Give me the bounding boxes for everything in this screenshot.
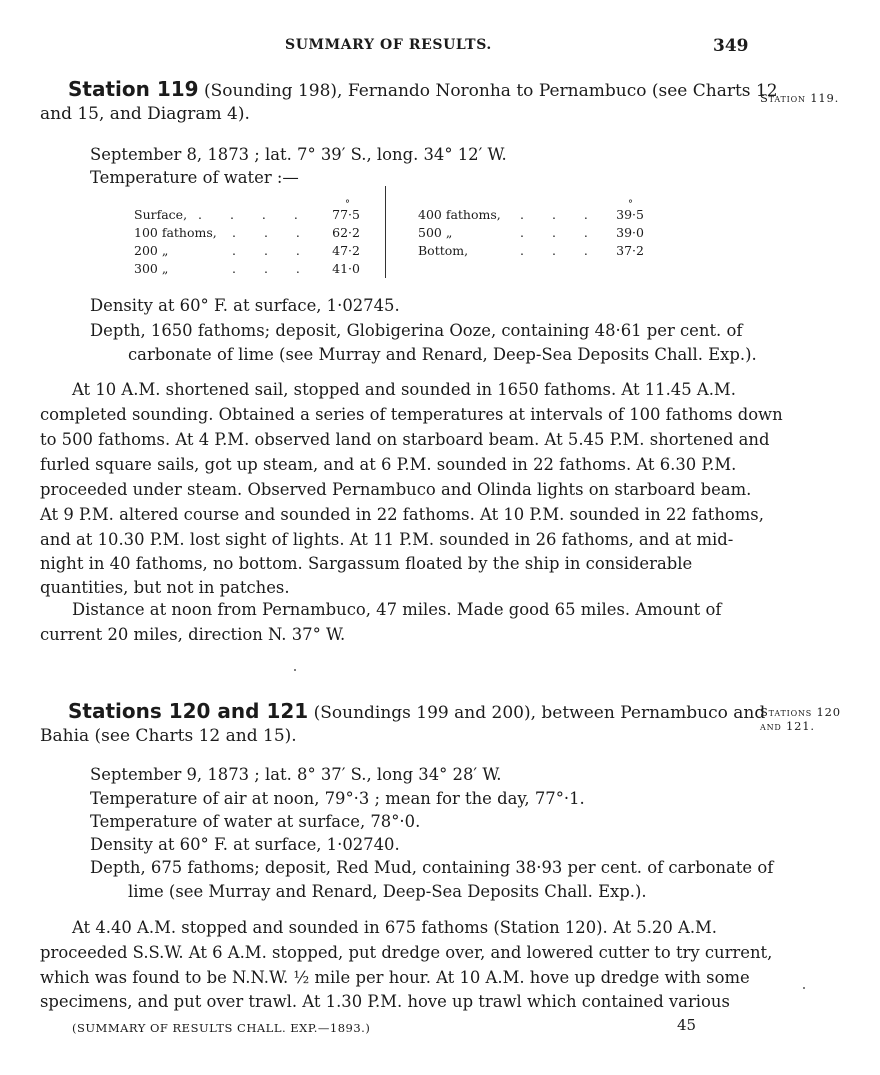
- stations-120-121-depth-line1: Depth, 675 fathoms; deposit, Red Mud, containing 38·93 per cent. of carbonate of: [90, 858, 774, 877]
- station-119-temp-heading: Temperature of water :—: [90, 168, 299, 187]
- document-page: SUMMARY OF RESULTS. 349 Station 119 (Sounding 198), Fernando Noronha to Pernambuco (see Charts 12 and 15, and Diagram 4). Station 119. September 8, 1873 ; lat. 7° 39′ S., long. 34° 12′ W. Temperature of water :— ° ° Surface, . . . . 77·5 100 fathoms, . . . 62·2 200 „ . . . 47·2 300 „ . . . 41·0 400 fathoms, . . . 39·5 500 „ . . . 39·0 Bottom, . . . 37·2 Density at 60° F. at surface, 1·02745. Depth, 1650 fathoms; deposit, Globigerina Ooze, containing 48·61 per cent. of carbonate of lime (see Murray and Renard, Deep-Sea Deposits Chall. Exp.). At 10 A.M. shortened sail, stopped and sounded in 1650 fathoms. At 11.45 A.M. completed sounding. Obtained a series of temperatures at intervals of 100 fathoms down to 500 fathoms. At 4 P.M. observed land on starboard beam. At 5.45 P.M. shortened and furled square sails, got up steam, and at 6 P.M. sounded in 22 fathoms. At 6.30 P.M. proceeded under steam. Observed Pernambuco and Olinda lights on starboard beam. At 9 P.M. altered course and sounded in 22 fathoms. At 10 P.M. sounded in 22 fathoms, and at 10.30 P.M. lost sight of lights. At 11 P.M. sounded in 26 fathoms, and at mid- night in 40 fathoms, no bottom. Sargassum floated by the ship in considerable quantities, but not in patches. Distance at noon from Pernambuco, 47 miles. Made good 65 miles. Amount of current 20 miles, direction N. 37° W. Stations 120 and 121 (Soundings 199 and 200), between Pernambuco and Bahia (see Charts 12 and 15). Stations 120 and 121. September 9, 1873 ; lat. 8° 37′ S., long 34° 28′ W. Temperature of air at noon, 79°·3 ; mean for the day, 77°·1. Temperature of water at surface, 78°·0. Density at 60° F. at surface, 1·02740. Depth, 675 fathoms; deposit, Red Mud, containing 38·93 per cent. of carbonate of lime (see Murray and Renard, Deep-Sea Deposits Chall. Exp.). At 4.40 A.M. stopped and sounded in 675 fathoms (Station 120). At 5.20 A.M. proceeded S.S.W. At 6 A.M. stopped, put dredge over, and lowered cutter to try current, which was found to be N.N.W. ½ mile per hour. At 10 A.M. hove up dredge with some specimens, and put over trawl. At 1.30 P.M. hove up trawl which contained various (SUMMARY OF RESULTS CHALL. EXP.—1893.) 45: [40, 36, 841, 1035]
- narrative-line: proceeded under steam. Observed Pernambuco and Olinda lights on starboard beam.: [40, 480, 752, 499]
- temp-row-value: 62·2: [332, 225, 360, 240]
- narrative-line: completed sounding. Obtained a series of temperatures at intervals of 100 fathoms down: [40, 405, 783, 424]
- stations-120-121-title: Stations 120 and 121: [68, 699, 309, 723]
- temp-row-value: 47·2: [332, 243, 360, 258]
- ink-speck: [294, 669, 296, 671]
- temp-row-label: 200 „: [134, 243, 169, 258]
- station-119-title-rest: (Sounding 198), Fernando Noronha to Pernambuco (see Charts 12: [203, 81, 778, 101]
- temp-row-label: 500 „: [418, 225, 453, 240]
- narrative-line: At 9 P.M. altered course and sounded in 22 fathoms. At 10 P.M. sounded in 22 fathoms,: [40, 505, 764, 524]
- stations-120-121-title-line2: Bahia (see Charts 12 and 15).: [40, 726, 297, 746]
- narrative-line: night in 40 fathoms, no bottom. Sargassum floated by the ship in considerable: [40, 554, 693, 573]
- margin-note-text: Station 119.: [760, 91, 840, 105]
- stations-120-121-density: Density at 60° F. at surface, 1·02740.: [90, 835, 400, 854]
- narrative-line: At 4.40 A.M. stopped and sounded in 675 fathoms (Station 120). At 5.20 A.M.: [72, 918, 718, 937]
- ink-speck: [803, 987, 805, 989]
- narrative-line: proceeded S.S.W. At 6 A.M. stopped, put dredge over, and lowered cutter to try current,: [40, 943, 773, 962]
- degree-mark-left: °: [345, 199, 350, 210]
- stations-120-121-margin-note-line1: Stations 120: [760, 705, 841, 719]
- stations-120-121-water-temp: Temperature of water at surface, 78°·0.: [90, 812, 421, 831]
- narrative-line: quantities, but not in patches.: [40, 578, 290, 597]
- footer-note: (SUMMARY OF RESULTS CHALL. EXP.—1893.): [72, 1021, 371, 1035]
- temp-row-label: Bottom,: [418, 243, 469, 258]
- temp-row-value: 39·0: [616, 225, 644, 240]
- station-119-title: Station 119: [68, 77, 199, 101]
- degree-mark-right: °: [628, 199, 633, 210]
- running-title: SUMMARY OF RESULTS.: [285, 37, 492, 53]
- temp-row-value: 41·0: [332, 261, 360, 276]
- temp-row-label: Surface,: [134, 207, 188, 222]
- temp-row-label: 400 fathoms,: [418, 207, 501, 222]
- narrative-line: which was found to be N.N.W. ½ mile per hour. At 10 A.M. hove up dredge with some: [40, 968, 750, 987]
- station-119-margin-note: [760, 91, 839, 105]
- narrative-line: furled square sails, got up steam, and at 6 P.M. sounded in 22 fathoms. At 6.30 P.M.: [40, 455, 737, 474]
- station-119-density: Density at 60° F. at surface, 1·02745.: [90, 296, 400, 315]
- temp-row-value: 37·2: [616, 243, 644, 258]
- narrative-line: and at 10.30 P.M. lost sight of lights. At 11 P.M. sounded in 26 fathoms, and at mid-: [40, 530, 734, 549]
- stations-120-121-depth-line2: lime (see Murray and Renard, Deep-Sea Deposits Chall. Exp.).: [128, 882, 647, 901]
- stations-120-121-heading: [68, 700, 765, 724]
- station-119-heading: [68, 78, 778, 102]
- stations-120-121-title-rest: (Soundings 199 and 200), between Pernambuco and: [313, 703, 766, 723]
- temp-row-label: 300 „: [134, 261, 169, 276]
- narrative-line: At 10 A.M. shortened sail, stopped and sounded in 1650 fathoms. At 11.45 A.M.: [72, 380, 736, 399]
- stations-120-121-date: September 9, 1873 ; lat. 8° 37′ S., long 34° 28′ W.: [90, 765, 502, 784]
- distance-line2: current 20 miles, direction N. 37° W.: [40, 625, 346, 644]
- station-119-depth-line1: Depth, 1650 fathoms; deposit, Globigerina Ooze, containing 48·61 per cent. of: [90, 321, 743, 340]
- station-119-date: September 8, 1873 ; lat. 7° 39′ S., long. 34° 12′ W.: [90, 145, 507, 164]
- distance-line1: Distance at noon from Pernambuco, 47 miles. Made good 65 miles. Amount of: [72, 600, 722, 619]
- temp-row-label: 100 fathoms,: [134, 225, 217, 240]
- station-119-depth-line2: carbonate of lime (see Murray and Renard, Deep-Sea Deposits Chall. Exp.).: [128, 345, 757, 364]
- stations-120-121-air-temp: Temperature of air at noon, 79°·3 ; mean for the day, 77°·1.: [90, 789, 585, 808]
- narrative-line: specimens, and put over trawl. At 1.30 P.M. hove up trawl which contained various: [40, 992, 730, 1011]
- signature-mark: 45: [677, 1016, 697, 1034]
- temp-row-value: 39·5: [616, 207, 644, 222]
- narrative-line: to 500 fathoms. At 4 P.M. observed land on starboard beam. At 5.45 P.M. shortened and: [40, 430, 770, 449]
- station-119-title-line2: and 15, and Diagram 4).: [40, 104, 250, 124]
- page-number: 349: [713, 36, 749, 56]
- temp-row-value: 77·5: [332, 207, 360, 222]
- stations-120-121-margin-note-line2: and 121.: [760, 719, 815, 733]
- table-divider: [385, 186, 386, 278]
